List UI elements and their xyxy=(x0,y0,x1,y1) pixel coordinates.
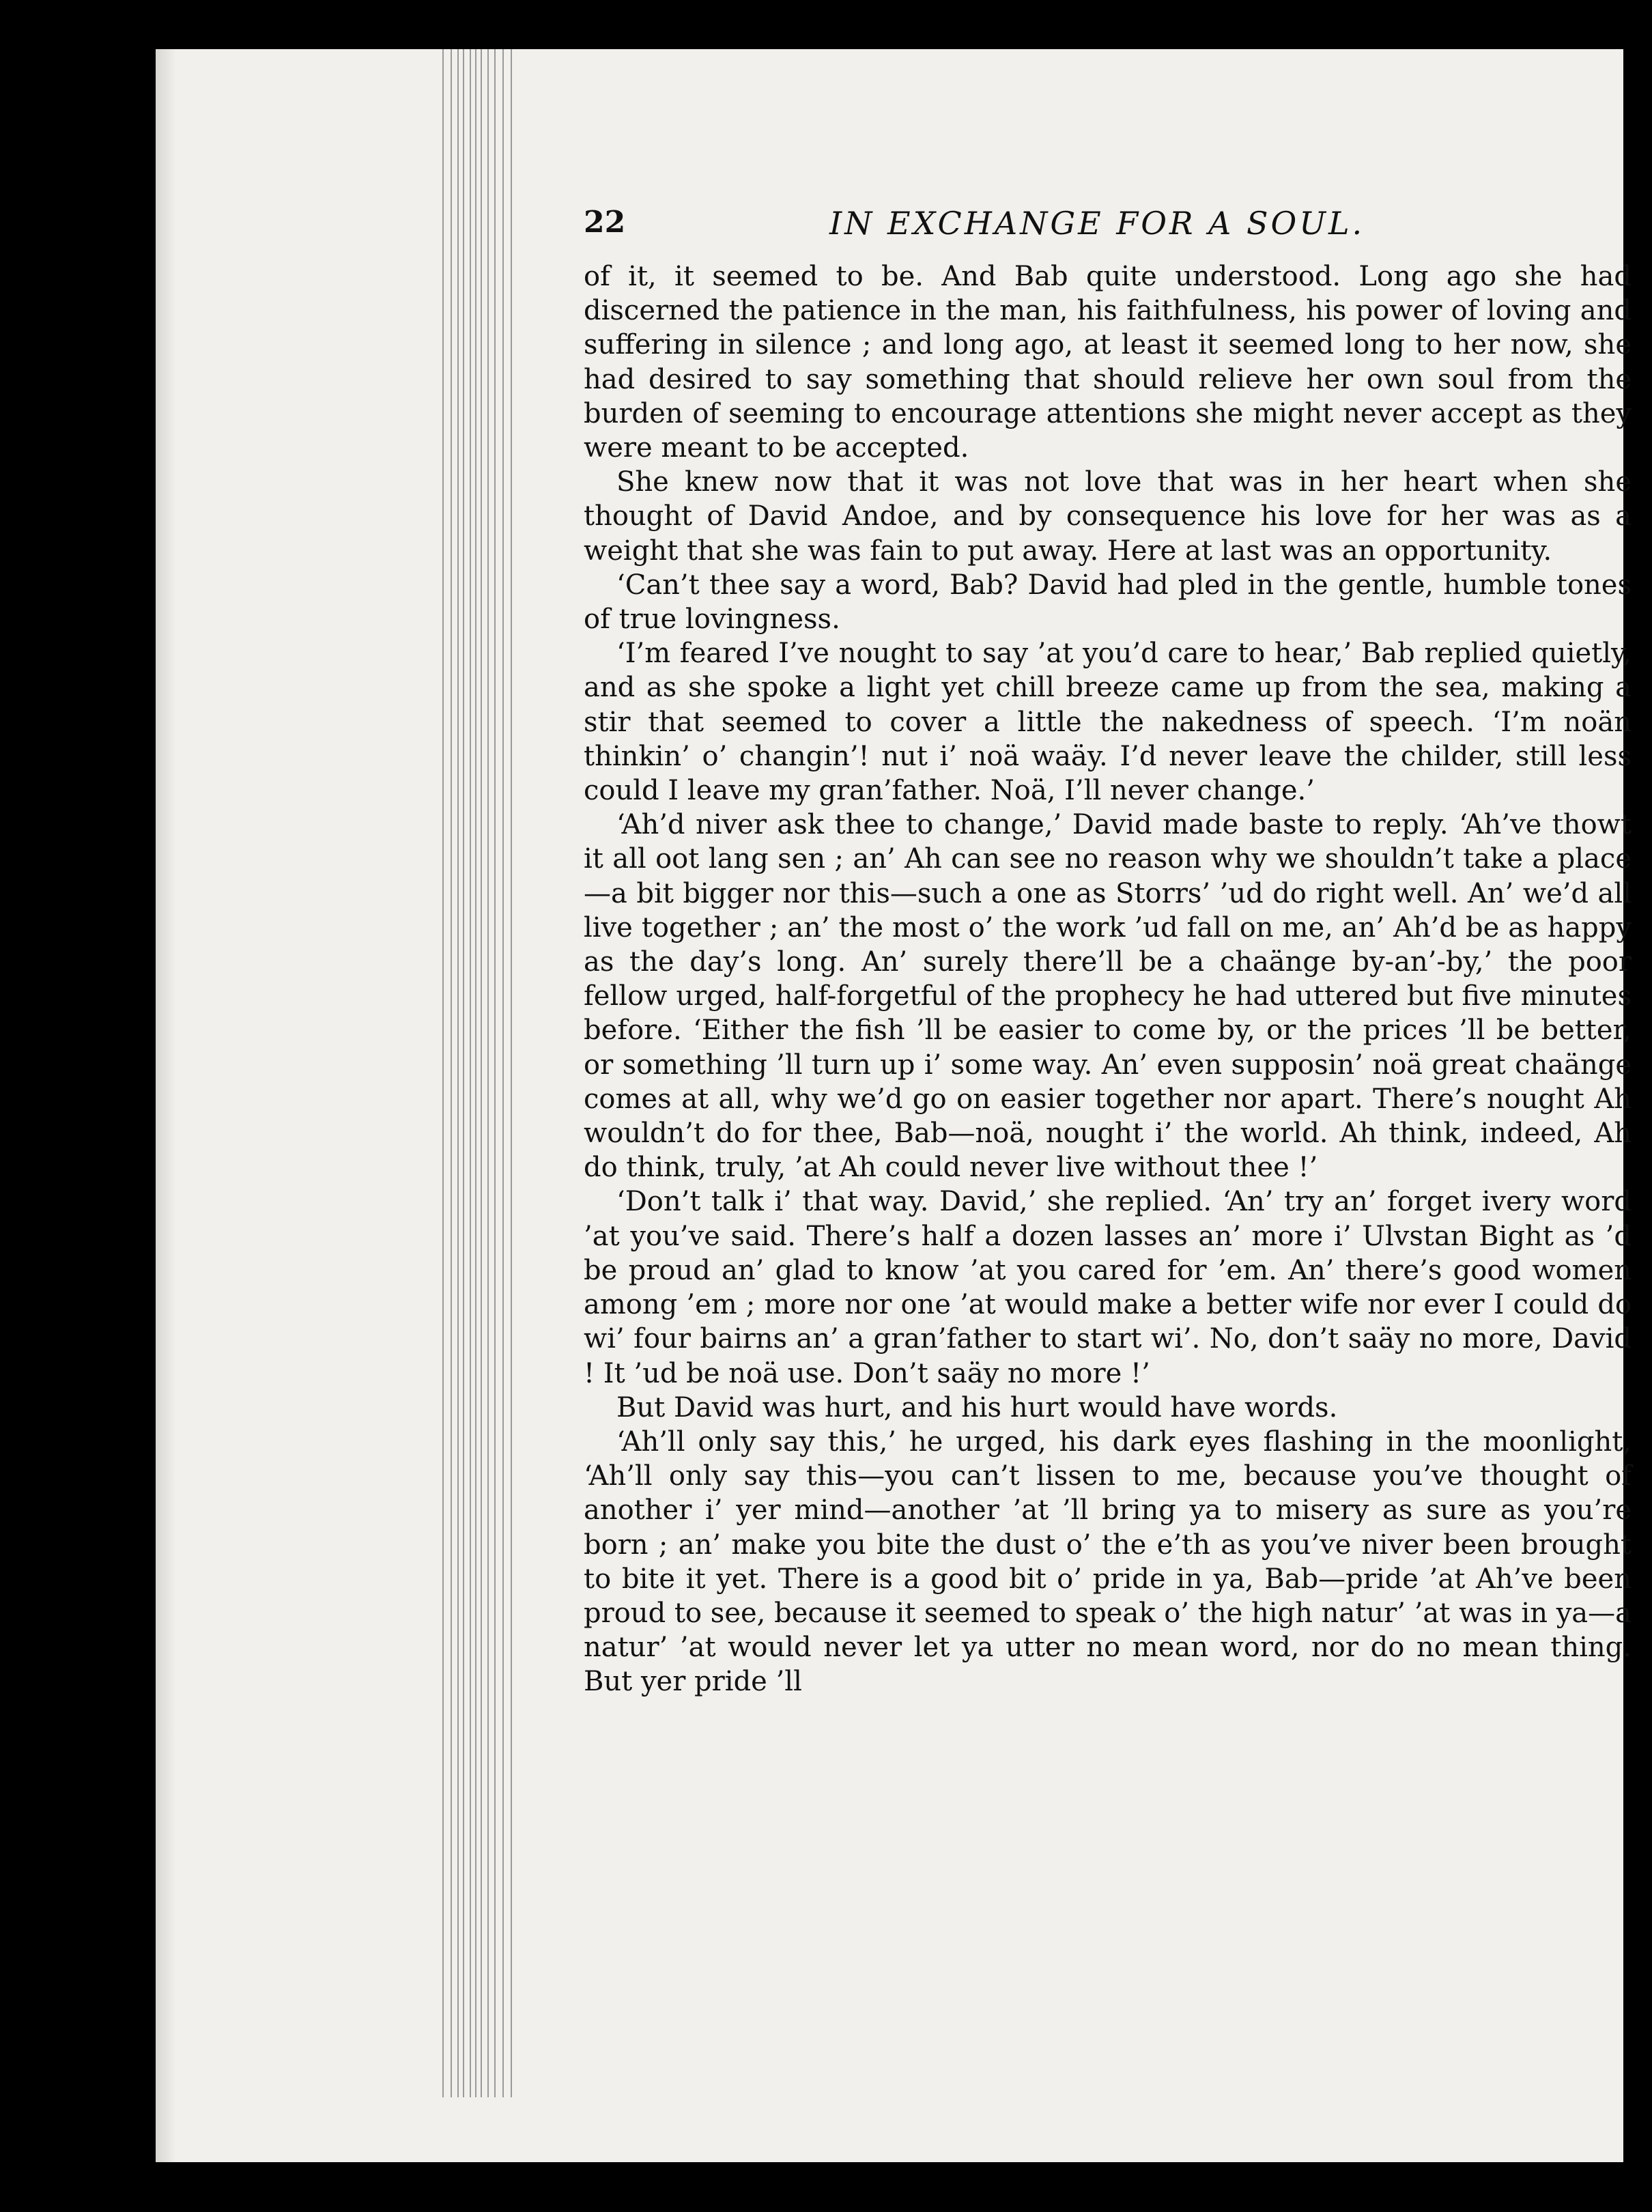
paragraph: She knew now that it was not love that was in her heart when she thought of David Andoe, and by consequence his love for her was as a weight that she was fain to put away. Here at last was an opportunity. xyxy=(584,466,1632,567)
paragraph: ‘Can’t thee say a word, Bab? David had pled in the gentle, humble tones of true lovingness. xyxy=(584,569,1632,636)
paragraph: But David was hurt, and his hurt would have words. xyxy=(616,1391,1338,1423)
page-margin-shadow xyxy=(156,49,176,2162)
running-head xyxy=(584,205,1632,259)
paragraph: ‘I’m feared I’ve nought to say ’at you’d care to hear,’ Bab replied quietly, and as she spoke a light yet chill breeze came up from the sea, making a stir that seemed to cover a little the nakedness of speech. ‘I’m noän thinkin’ o’ changin’! nut i’ noä waäy. I’d never leave the childer, still less could I leave my gran’father. Noä, I’ll never change.’ xyxy=(584,638,1632,807)
paragraph: ‘Ah’d niver ask thee to change,’ David made baste to reply. ‘Ah’ve thowt it all oot lang sen ; an’ Ah can see no reason why we shouldn’t take a place—a bit bigger nor this—such a one as Storrs’ ’ud do right well. An’ we’d all live together ; an’ the most o’ the work ’ud fall on me, an’ Ah’d be as happy as the day’s long. An’ surely there’ll be a chaänge by-an’-by,’ the poor fellow urged, half-forgetful of the prophecy he had uttered but five minutes before. ‘Either the fish ’ll be easier to come by, or the prices ’ll be better, or something ’ll turn up i’ some way. An’ even supposin’ noä great chaänge comes at all, why we’d go on easier together nor apart. There’s nought Ah wouldn’t do for thee, Bab—noä, nought i’ the world. Ah think, indeed, Ah do think, truly, ’at Ah could never live without thee !’ xyxy=(584,809,1632,1184)
paragraph: of it, it seemed to be. And Bab quite understood. Long ago she had discerned the patience in the man, his faithfulness, his power of loving and suffering in silence ; and long ago, at least it seemed long to her now, she had desired to say something that should relieve her own soul from the burden of seeming to encourage attentions she might never accept as they were meant to be accepted. xyxy=(584,261,1632,464)
body-text xyxy=(584,259,1632,1699)
page-number: 22 xyxy=(584,205,626,240)
running-title: IN EXCHANGE FOR A SOUL. xyxy=(829,205,1365,242)
stacked-page-edges xyxy=(442,49,538,2097)
paragraph: ‘Don’t talk i’ that way. David,’ she replied. ‘An’ try an’ forget ivery word ’at you’ve said. There’s half a dozen lasses an’ more i’ Ulvstan Bight as ’d be proud an’ glad to know ’at you cared for ’em. An’ there’s good women among ’em ; more nor one ’at would make a better wife nor ever I could do wi’ four bairns an’ a gran’father to start wi’. No, don’t saäy no more, David ! It ’ud be noä use. Don’t saäy no more !’ xyxy=(584,1186,1632,1389)
page-text-block xyxy=(584,205,1632,1699)
paragraph: ‘Ah’ll only say this,’ he urged, his dark eyes flashing in the moonlight, ‘Ah’ll only say this—you can’t lissen to me, because you’ve thought of another i’ yer mind—another ’at ’ll bring ya to misery as sure as you’re born ; an’ make you bite the dust o’ the e’th as you’ve niver been brought to bite it yet. There is a good bit o’ pride in ya, Bab—pride ’at Ah’ve been proud to see, because it seemed to speak o’ the high natur’ ’at was in ya—a natur’ ’at would never let ya utter no mean word, nor do no mean thing. But yer pride ’ll xyxy=(584,1426,1632,1698)
